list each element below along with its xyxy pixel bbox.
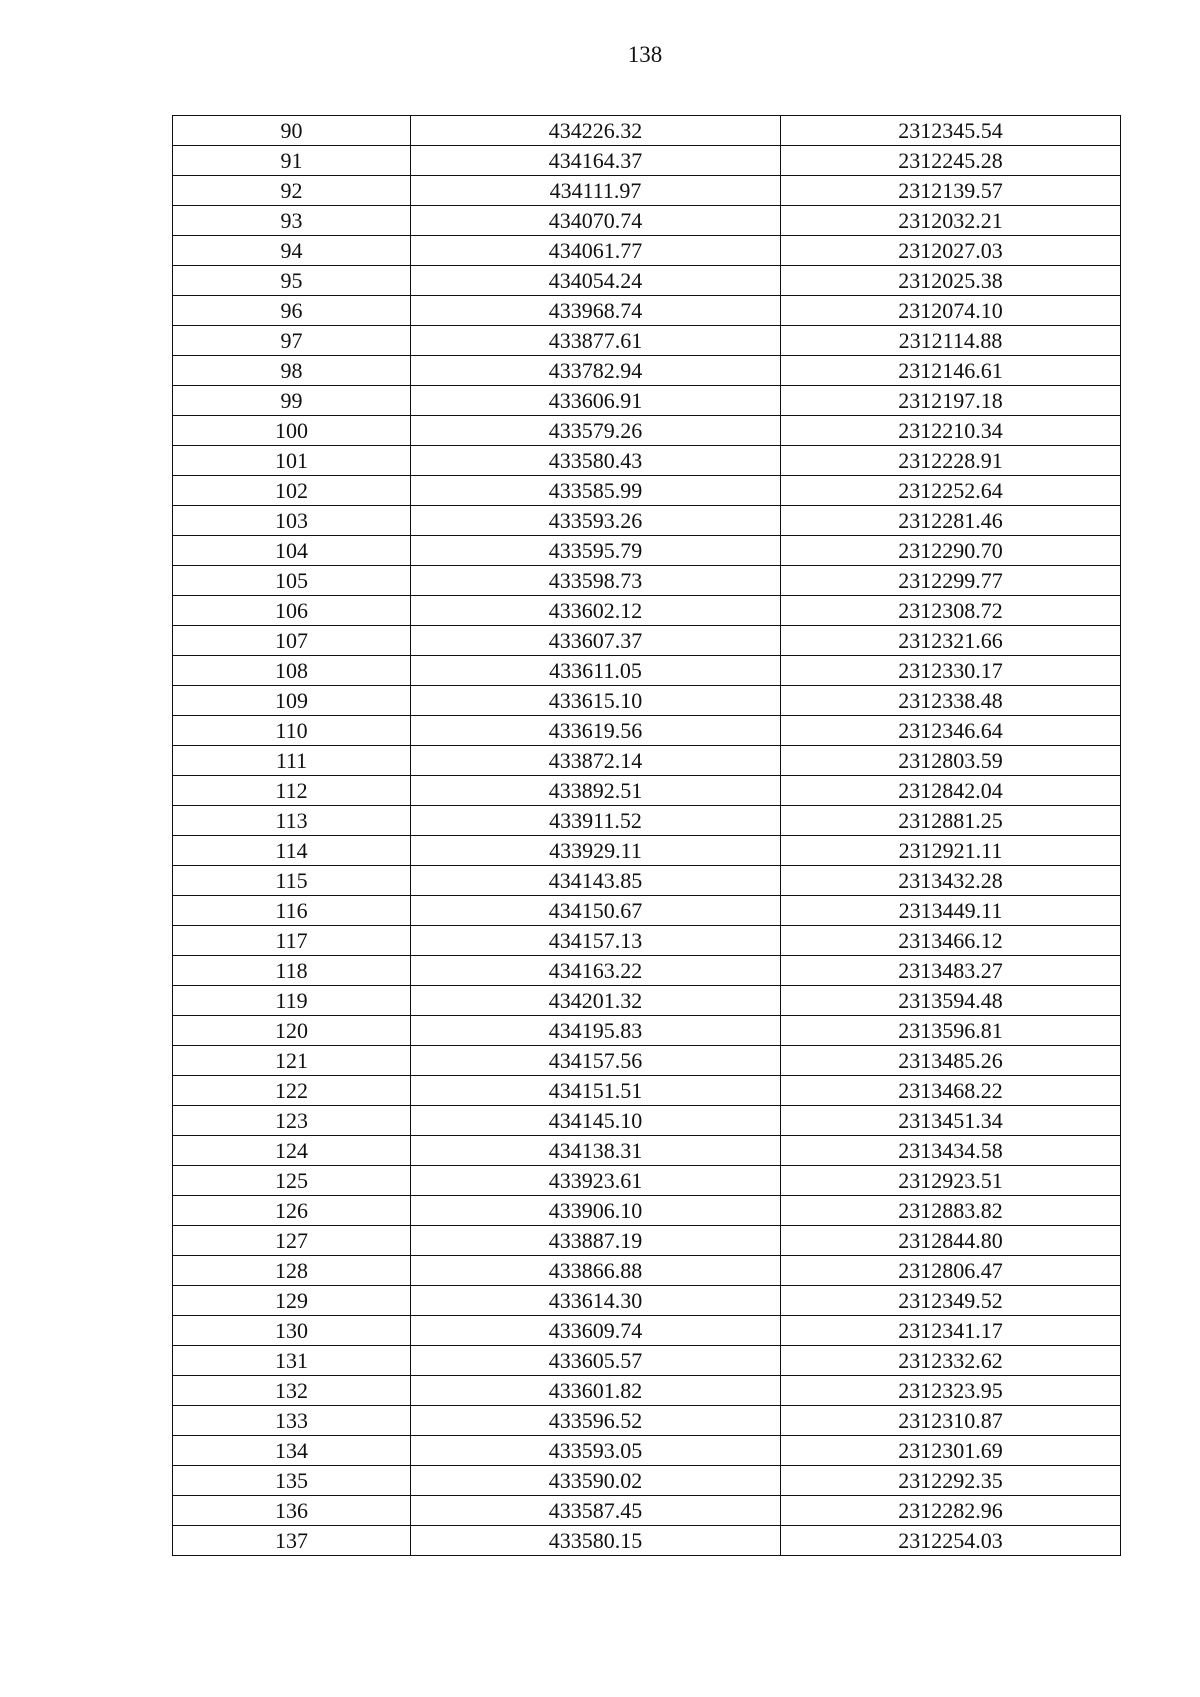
y-coordinate-cell: 2312301.69 [781, 1436, 1121, 1466]
point-number-cell: 129 [173, 1286, 411, 1316]
y-coordinate-cell: 2312139.57 [781, 176, 1121, 206]
table-row [173, 176, 1121, 206]
table-row [173, 1286, 1121, 1316]
y-coordinate-cell: 2312228.91 [781, 446, 1121, 476]
point-number-cell: 101 [173, 446, 411, 476]
y-coordinate-cell: 2312292.35 [781, 1466, 1121, 1496]
point-number-cell: 108 [173, 656, 411, 686]
table-row [173, 1136, 1121, 1166]
point-number-cell: 95 [173, 266, 411, 296]
point-number-cell: 99 [173, 386, 411, 416]
point-number-cell: 119 [173, 986, 411, 1016]
x-coordinate-cell: 434138.31 [411, 1136, 781, 1166]
table-row [173, 1526, 1121, 1556]
y-coordinate-cell: 2312254.03 [781, 1526, 1121, 1556]
table-row [173, 776, 1121, 806]
x-coordinate-cell: 433782.94 [411, 356, 781, 386]
x-coordinate-cell: 433585.99 [411, 476, 781, 506]
table-row [173, 626, 1121, 656]
y-coordinate-cell: 2312842.04 [781, 776, 1121, 806]
x-coordinate-cell: 434143.85 [411, 866, 781, 896]
x-coordinate-cell: 433609.74 [411, 1316, 781, 1346]
x-coordinate-cell: 433923.61 [411, 1166, 781, 1196]
y-coordinate-cell: 2312346.64 [781, 716, 1121, 746]
x-coordinate-cell: 433619.56 [411, 716, 781, 746]
point-number-cell: 123 [173, 1106, 411, 1136]
point-number-cell: 135 [173, 1466, 411, 1496]
table-row [173, 1406, 1121, 1436]
point-number-cell: 127 [173, 1226, 411, 1256]
point-number-cell: 97 [173, 326, 411, 356]
point-number-cell: 120 [173, 1016, 411, 1046]
x-coordinate-cell: 433601.82 [411, 1376, 781, 1406]
point-number-cell: 122 [173, 1076, 411, 1106]
point-number-cell: 130 [173, 1316, 411, 1346]
x-coordinate-cell: 433580.43 [411, 446, 781, 476]
x-coordinate-cell: 434150.67 [411, 896, 781, 926]
y-coordinate-cell: 2313451.34 [781, 1106, 1121, 1136]
point-number-cell: 100 [173, 416, 411, 446]
table-row [173, 1106, 1121, 1136]
x-coordinate-cell: 433611.05 [411, 656, 781, 686]
point-number-cell: 121 [173, 1046, 411, 1076]
y-coordinate-cell: 2312032.21 [781, 206, 1121, 236]
x-coordinate-cell: 433579.26 [411, 416, 781, 446]
table-row [173, 806, 1121, 836]
table-row [173, 266, 1121, 296]
x-coordinate-cell: 433614.30 [411, 1286, 781, 1316]
x-coordinate-cell: 433866.88 [411, 1256, 781, 1286]
x-coordinate-cell: 434201.32 [411, 986, 781, 1016]
y-coordinate-cell: 2313432.28 [781, 866, 1121, 896]
point-number-cell: 133 [173, 1406, 411, 1436]
table-row [173, 926, 1121, 956]
x-coordinate-cell: 434157.56 [411, 1046, 781, 1076]
page-number: 138 [627, 42, 663, 67]
y-coordinate-cell: 2312282.96 [781, 1496, 1121, 1526]
point-number-cell: 125 [173, 1166, 411, 1196]
table-row [173, 656, 1121, 686]
y-coordinate-cell: 2312883.82 [781, 1196, 1121, 1226]
x-coordinate-cell: 433598.73 [411, 566, 781, 596]
table-row [173, 1466, 1121, 1496]
y-coordinate-cell: 2312281.46 [781, 506, 1121, 536]
x-coordinate-cell: 434163.22 [411, 956, 781, 986]
point-number-cell: 106 [173, 596, 411, 626]
point-number-cell: 116 [173, 896, 411, 926]
table-row [173, 1166, 1121, 1196]
y-coordinate-cell: 2313466.12 [781, 926, 1121, 956]
point-number-cell: 134 [173, 1436, 411, 1466]
x-coordinate-cell: 433615.10 [411, 686, 781, 716]
point-number-cell: 96 [173, 296, 411, 326]
y-coordinate-cell: 2312349.52 [781, 1286, 1121, 1316]
point-number-cell: 128 [173, 1256, 411, 1286]
y-coordinate-cell: 2312330.17 [781, 656, 1121, 686]
table-row [173, 866, 1121, 896]
y-coordinate-cell: 2312921.11 [781, 836, 1121, 866]
table-row [173, 896, 1121, 926]
table-row [173, 1346, 1121, 1376]
table-row [173, 1436, 1121, 1466]
x-coordinate-cell: 433606.91 [411, 386, 781, 416]
x-coordinate-cell: 433968.74 [411, 296, 781, 326]
x-coordinate-cell: 433929.11 [411, 836, 781, 866]
x-coordinate-cell: 434157.13 [411, 926, 781, 956]
x-coordinate-cell: 433595.79 [411, 536, 781, 566]
x-coordinate-cell: 434061.77 [411, 236, 781, 266]
point-number-cell: 102 [173, 476, 411, 506]
point-number-cell: 107 [173, 626, 411, 656]
x-coordinate-cell: 433887.19 [411, 1226, 781, 1256]
point-number-cell: 94 [173, 236, 411, 266]
x-coordinate-cell: 434151.51 [411, 1076, 781, 1106]
x-coordinate-cell: 433906.10 [411, 1196, 781, 1226]
table-row [173, 296, 1121, 326]
y-coordinate-cell: 2312308.72 [781, 596, 1121, 626]
y-coordinate-cell: 2313468.22 [781, 1076, 1121, 1106]
table-row [173, 326, 1121, 356]
x-coordinate-cell: 434195.83 [411, 1016, 781, 1046]
y-coordinate-cell: 2312025.38 [781, 266, 1121, 296]
x-coordinate-cell: 434164.37 [411, 146, 781, 176]
point-number-cell: 103 [173, 506, 411, 536]
table-row [173, 1016, 1121, 1046]
y-coordinate-cell: 2312803.59 [781, 746, 1121, 776]
y-coordinate-cell: 2312074.10 [781, 296, 1121, 326]
table-row [173, 1376, 1121, 1406]
y-coordinate-cell: 2312321.66 [781, 626, 1121, 656]
coordinates-table-body [173, 116, 1121, 1556]
point-number-cell: 126 [173, 1196, 411, 1226]
y-coordinate-cell: 2312290.70 [781, 536, 1121, 566]
point-number-cell: 113 [173, 806, 411, 836]
y-coordinate-cell: 2313434.58 [781, 1136, 1121, 1166]
point-number-cell: 92 [173, 176, 411, 206]
table-row [173, 476, 1121, 506]
table-row [173, 956, 1121, 986]
y-coordinate-cell: 2312310.87 [781, 1406, 1121, 1436]
x-coordinate-cell: 433590.02 [411, 1466, 781, 1496]
table-row [173, 1046, 1121, 1076]
y-coordinate-cell: 2312844.80 [781, 1226, 1121, 1256]
x-coordinate-cell: 433892.51 [411, 776, 781, 806]
table-row [173, 1256, 1121, 1286]
point-number-cell: 110 [173, 716, 411, 746]
point-number-cell: 105 [173, 566, 411, 596]
y-coordinate-cell: 2312245.28 [781, 146, 1121, 176]
y-coordinate-cell: 2312881.25 [781, 806, 1121, 836]
table-row [173, 116, 1121, 146]
x-coordinate-cell: 434145.10 [411, 1106, 781, 1136]
table-row [173, 1226, 1121, 1256]
point-number-cell: 90 [173, 116, 411, 146]
x-coordinate-cell: 434054.24 [411, 266, 781, 296]
y-coordinate-cell: 2312332.62 [781, 1346, 1121, 1376]
point-number-cell: 91 [173, 146, 411, 176]
x-coordinate-cell: 434226.32 [411, 116, 781, 146]
table-row [173, 986, 1121, 1016]
point-number-cell: 137 [173, 1526, 411, 1556]
x-coordinate-cell: 433587.45 [411, 1496, 781, 1526]
x-coordinate-cell: 433911.52 [411, 806, 781, 836]
x-coordinate-cell: 433602.12 [411, 596, 781, 626]
y-coordinate-cell: 2312197.18 [781, 386, 1121, 416]
table-row [173, 1196, 1121, 1226]
point-number-cell: 109 [173, 686, 411, 716]
point-number-cell: 114 [173, 836, 411, 866]
table-row [173, 1316, 1121, 1346]
point-number-cell: 118 [173, 956, 411, 986]
x-coordinate-cell: 434111.97 [411, 176, 781, 206]
table-row [173, 356, 1121, 386]
y-coordinate-cell: 2312114.88 [781, 326, 1121, 356]
x-coordinate-cell: 433607.37 [411, 626, 781, 656]
table-row [173, 1076, 1121, 1106]
point-number-cell: 98 [173, 356, 411, 386]
x-coordinate-cell: 434070.74 [411, 206, 781, 236]
x-coordinate-cell: 433877.61 [411, 326, 781, 356]
y-coordinate-cell: 2312806.47 [781, 1256, 1121, 1286]
table-row [173, 236, 1121, 266]
coordinates-table [172, 115, 1121, 1556]
y-coordinate-cell: 2313594.48 [781, 986, 1121, 1016]
point-number-cell: 124 [173, 1136, 411, 1166]
point-number-cell: 93 [173, 206, 411, 236]
table-row [173, 836, 1121, 866]
y-coordinate-cell: 2313485.26 [781, 1046, 1121, 1076]
y-coordinate-cell: 2312341.17 [781, 1316, 1121, 1346]
table-row [173, 146, 1121, 176]
table-row [173, 416, 1121, 446]
y-coordinate-cell: 2313483.27 [781, 956, 1121, 986]
x-coordinate-cell: 433580.15 [411, 1526, 781, 1556]
y-coordinate-cell: 2312210.34 [781, 416, 1121, 446]
table-row [173, 386, 1121, 416]
table-row [173, 746, 1121, 776]
point-number-cell: 136 [173, 1496, 411, 1526]
y-coordinate-cell: 2312923.51 [781, 1166, 1121, 1196]
y-coordinate-cell: 2313596.81 [781, 1016, 1121, 1046]
table-row [173, 596, 1121, 626]
point-number-cell: 112 [173, 776, 411, 806]
table-row [173, 686, 1121, 716]
x-coordinate-cell: 433596.52 [411, 1406, 781, 1436]
x-coordinate-cell: 433593.05 [411, 1436, 781, 1466]
y-coordinate-cell: 2312146.61 [781, 356, 1121, 386]
y-coordinate-cell: 2312252.64 [781, 476, 1121, 506]
y-coordinate-cell: 2313449.11 [781, 896, 1121, 926]
x-coordinate-cell: 433593.26 [411, 506, 781, 536]
x-coordinate-cell: 433872.14 [411, 746, 781, 776]
x-coordinate-cell: 433605.57 [411, 1346, 781, 1376]
table-row [173, 536, 1121, 566]
point-number-cell: 104 [173, 536, 411, 566]
y-coordinate-cell: 2312323.95 [781, 1376, 1121, 1406]
point-number-cell: 117 [173, 926, 411, 956]
y-coordinate-cell: 2312345.54 [781, 116, 1121, 146]
point-number-cell: 115 [173, 866, 411, 896]
table-row [173, 206, 1121, 236]
point-number-cell: 132 [173, 1376, 411, 1406]
table-row [173, 506, 1121, 536]
point-number-cell: 111 [173, 746, 411, 776]
table-row [173, 566, 1121, 596]
y-coordinate-cell: 2312338.48 [781, 686, 1121, 716]
y-coordinate-cell: 2312027.03 [781, 236, 1121, 266]
table-row [173, 446, 1121, 476]
table-row [173, 716, 1121, 746]
point-number-cell: 131 [173, 1346, 411, 1376]
y-coordinate-cell: 2312299.77 [781, 566, 1121, 596]
table-row [173, 1496, 1121, 1526]
